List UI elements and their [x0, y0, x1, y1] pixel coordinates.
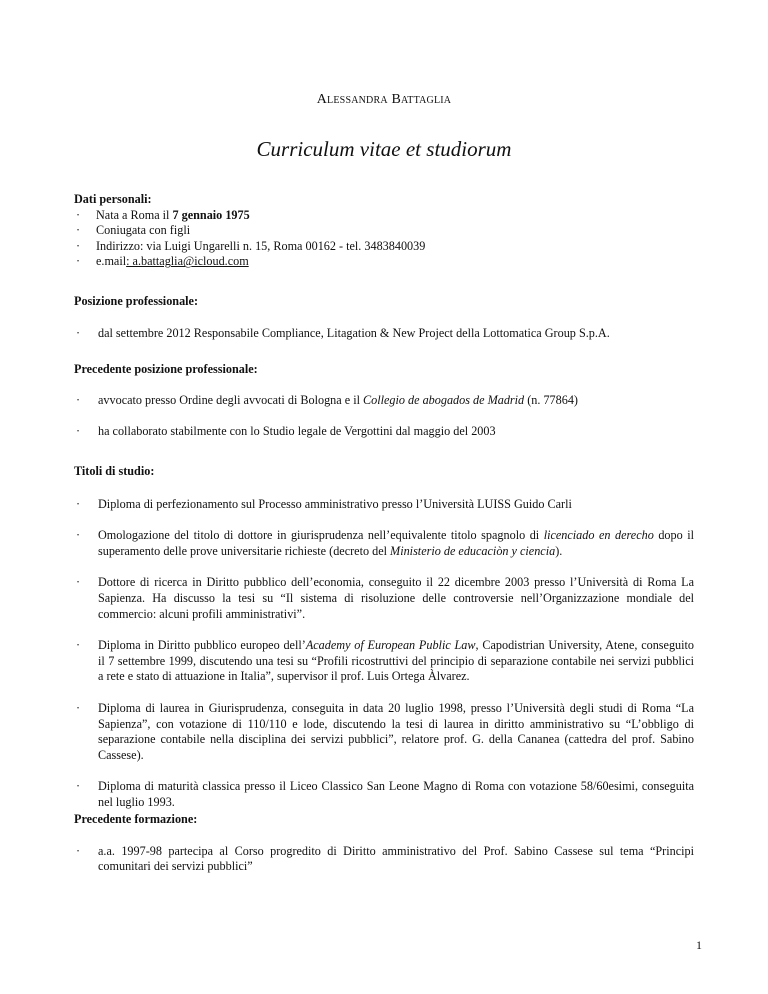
document-subtitle: Curriculum vitae et studiorum: [256, 137, 512, 161]
list-item: · Indirizzo: via Luigi Ungarelli n. 15, Roma 00162 - tel. 3483840039: [75, 238, 426, 253]
list-item: · Diploma in Diritto pubblico europeo dell’Academy of European Public Law, Capodistrian University, Atene, conseguito il 7 settembre 1999, discutendo una tesi su “Profili ricostruttivi del principio di separazione contabile nei servizi pubblici a rete e stato di attuazione in Italia”, supervisor il prof. Luis Ortega Àlvarez.: [75, 638, 694, 684]
list-item: · Omologazione del titolo di dottore in giurisprudenza nell’equivalente titolo spagnolo di licenciado en derecho dopo il superamento delle prove universitarie richieste (decreto del Ministerio de educaciòn y ciencia).: [75, 528, 694, 558]
bullet-icon: ·: [75, 496, 81, 511]
section-titles: [74, 464, 694, 811]
bullet-icon: ·: [75, 575, 81, 590]
section-title-titles: Titoli di studio:: [74, 464, 155, 478]
birth-date: 7 gennaio 1975: [172, 207, 250, 222]
section-title-personal: Dati personali:: [74, 192, 152, 206]
author-name: Alessandra Battaglia: [316, 92, 452, 107]
list-item: · dal settembre 2012 Responsabile Compliance, Litagation & New Project della Lottomatica Group S.p.A.: [75, 325, 610, 340]
document-page: [74, 0, 704, 994]
bullet-icon: ·: [75, 238, 81, 253]
section-title-previous-position: Precedente posizione professionale:: [74, 362, 258, 376]
titles-list: [74, 497, 694, 811]
section-personal: [74, 192, 694, 270]
section-training: [74, 812, 694, 875]
list-item: · a.a. 1997-98 partecipa al Corso progredito di Diritto amministrativo del Prof. Sabino Cassese sul tema “Principi comunitari dei servizi pubblici”: [75, 843, 694, 874]
section-position: [74, 294, 694, 341]
personal-list: [74, 208, 694, 270]
list-item: · Diploma di perfezionamento sul Processo amministrativo presso l’Università LUISS Guido Carli: [75, 496, 572, 511]
page-number: 1: [696, 938, 702, 952]
section-title-training: Precedente formazione:: [74, 812, 198, 826]
email-link[interactable]: : a.battaglia@icloud.com: [126, 254, 249, 269]
bullet-icon: ·: [75, 325, 81, 340]
list-item: · avvocato presso Ordine degli avvocati di Bologna e il Collegio de abogados de Madrid (n. 77864): [75, 392, 578, 407]
section-previous-position: [74, 362, 694, 440]
bullet-icon: ·: [75, 638, 81, 653]
section-title-position: Posizione professionale:: [74, 294, 199, 308]
list-item: · e.mail: a.battaglia@icloud.com: [75, 254, 249, 269]
bullet-icon: ·: [75, 223, 81, 238]
bullet-icon: ·: [75, 424, 81, 439]
list-item: · Coniugata con figli: [75, 223, 191, 238]
list-item: · Diploma di laurea in Giurisprudenza, conseguita in data 20 luglio 1998, presso l’Università degli studi di Roma “La Sapienza”, con votazione di 110/110 e lode, discutendo la tesi di laurea in diritto amministrativo su “L’obbligo di separazione contabile nella disciplina dei servizi pubblici”, relatore prof. G. della Cananea (cattedra del prof. Sabino Cassese).: [75, 700, 694, 762]
list-item: · ha collaborato stabilmente con lo Studio legale de Vergottini dal maggio del 2003: [75, 424, 496, 439]
bullet-icon: ·: [75, 700, 81, 715]
training-list: [74, 844, 694, 875]
list-item: · Diploma di maturità classica presso il Liceo Classico San Leone Magno di Roma con votazione 58/60esimi, conseguita nel luglio 1993.: [75, 779, 694, 809]
bullet-icon: ·: [75, 843, 81, 858]
bullet-icon: ·: [75, 528, 81, 543]
bullet-icon: ·: [75, 207, 81, 222]
list-item: · Nata a Roma il 7 gennaio 1975: [75, 207, 250, 222]
previous-position-list: [74, 393, 694, 440]
bullet-icon: ·: [75, 254, 81, 269]
bullet-icon: ·: [75, 392, 81, 407]
bullet-icon: ·: [75, 779, 81, 794]
list-item: · Dottore di ricerca in Diritto pubblico dell’economia, conseguito il 22 dicembre 2003 presso l’Università di Roma La Sapienza. Ha discusso la tesi su “Il sistema di risoluzione delle controversie nell’Organizzazione mondiale del commercio: alcuni profili amministrativi”.: [75, 575, 694, 621]
position-list: [74, 326, 694, 342]
